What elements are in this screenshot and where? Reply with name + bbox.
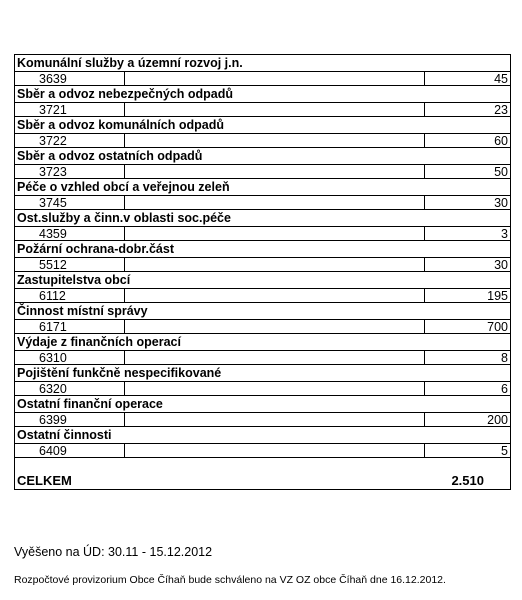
paragraph-code: 6112 — [15, 288, 125, 302]
amount-cell: 60 — [425, 133, 510, 147]
paragraph-code: 3745 — [15, 195, 125, 209]
empty-cell — [125, 195, 425, 209]
budget-rows — [15, 55, 510, 458]
table-row — [15, 288, 510, 303]
paragraph-code: 4359 — [15, 226, 125, 240]
empty-cell — [125, 350, 425, 364]
empty-cell — [125, 102, 425, 116]
amount-cell: 23 — [425, 102, 510, 116]
total-row — [15, 472, 510, 489]
amount-cell: 700 — [425, 319, 510, 333]
posted-note: Vyěšeno na ÚD: 30.11 - 15.12.2012 — [14, 545, 213, 559]
group-title: Sběr a odvoz ostatních odpadů — [17, 149, 203, 163]
amount-cell: 30 — [425, 195, 510, 209]
table-row — [15, 102, 510, 117]
paragraph-code: 3639 — [15, 71, 125, 85]
group-title: Zastupitelstva obcí — [17, 273, 131, 287]
paragraph-code: 6171 — [15, 319, 125, 333]
amount-cell: 200 — [425, 412, 510, 426]
empty-cell — [125, 133, 425, 147]
table-row — [15, 195, 510, 210]
paragraph-code: 3723 — [15, 164, 125, 178]
table-row — [15, 412, 510, 427]
table-row — [15, 319, 510, 334]
table-spacer — [15, 458, 510, 472]
paragraph-code: 3721 — [15, 102, 125, 116]
amount-cell: 5 — [425, 443, 510, 457]
paragraph-code: 6399 — [15, 412, 125, 426]
group-title: Pojištění funkčně nespecifikované — [17, 366, 222, 380]
empty-cell — [125, 288, 425, 302]
group-title: Péče o vzhled obcí a veřejnou zeleň — [17, 180, 230, 194]
paragraph-code: 3722 — [15, 133, 125, 147]
empty-cell — [125, 164, 425, 178]
group-title: Výdaje z finančních operací — [17, 335, 181, 349]
amount-cell: 195 — [425, 288, 510, 302]
empty-cell — [125, 412, 425, 426]
table-row — [15, 133, 510, 148]
paragraph-code: 6310 — [15, 350, 125, 364]
group-title: Sběr a odvoz nebezpečných odpadů — [17, 87, 234, 101]
table-row — [15, 443, 510, 458]
table-row — [15, 381, 510, 396]
table-row — [15, 71, 510, 86]
total-label: CELKEM — [17, 473, 72, 488]
empty-cell — [125, 319, 425, 333]
budget-table — [14, 54, 511, 490]
group-title: Komunální služby a územní rozvoj j.n. — [17, 56, 243, 70]
group-title: Činnost místní správy — [17, 304, 148, 318]
group-title: Sběr a odvoz komunálních odpadů — [17, 118, 224, 132]
empty-cell — [125, 381, 425, 395]
group-title: Ostatní činnosti — [17, 428, 112, 442]
amount-cell: 6 — [425, 381, 510, 395]
approval-note: Rozpočtové provizorium Obce Číhaň bude schváleno na VZ OZ obce Číhaň dne 16.12.2012. — [14, 574, 446, 586]
total-value: 2.510 — [451, 473, 484, 488]
table-row — [15, 350, 510, 365]
empty-cell — [125, 71, 425, 85]
group-title: Ostatní finanční operace — [17, 397, 163, 411]
table-row — [15, 226, 510, 241]
group-title: Ost.služby a činn.v oblasti soc.péče — [17, 211, 231, 225]
amount-cell: 8 — [425, 350, 510, 364]
amount-cell: 45 — [425, 71, 510, 85]
paragraph-code: 6320 — [15, 381, 125, 395]
empty-cell — [125, 226, 425, 240]
empty-cell — [125, 443, 425, 457]
paragraph-code: 6409 — [15, 443, 125, 457]
amount-cell: 50 — [425, 164, 510, 178]
table-row — [15, 164, 510, 179]
paragraph-code: 5512 — [15, 257, 125, 271]
empty-cell — [125, 257, 425, 271]
amount-cell: 30 — [425, 257, 510, 271]
table-row — [15, 257, 510, 272]
amount-cell: 3 — [425, 226, 510, 240]
group-title: Požární ochrana-dobr.část — [17, 242, 174, 256]
